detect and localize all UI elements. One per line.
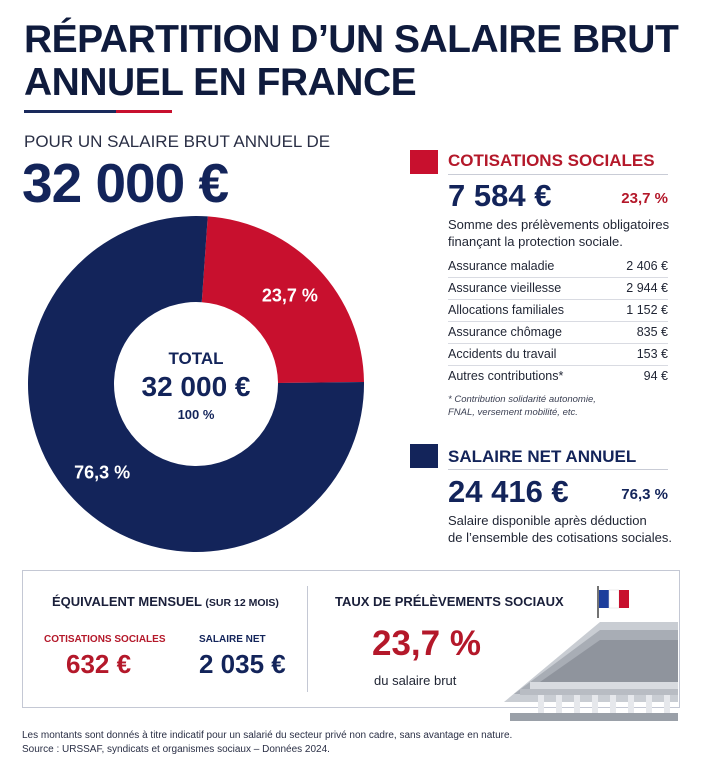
footer-note: Les montants sont donnés à titre indicatif pour un salarié du secteur privé non cadre, sans avantage en nature.	[22, 730, 513, 741]
cotisations-desc-2: finançant la protection sociale.	[448, 234, 623, 249]
table-row	[448, 255, 668, 278]
gross-amount: 32 000 €	[22, 152, 229, 214]
table-row	[448, 343, 668, 366]
row-value: 153 €	[636, 347, 668, 361]
table-row	[448, 321, 668, 344]
french-flag-icon	[598, 586, 629, 618]
row-value: 2 406 €	[626, 259, 668, 273]
row-value: 2 944 €	[626, 281, 668, 295]
row-label: Assurance vieillesse	[448, 281, 562, 295]
row-label: Autres contributions*	[448, 369, 564, 383]
monthly-net-value: 2 035 €	[199, 649, 286, 679]
slice-label-cotisations: 23,7 %	[261, 285, 318, 306]
net-swatch	[410, 444, 438, 468]
net-rule	[448, 469, 668, 470]
net-amount: 24 416 €	[448, 474, 569, 509]
donut-chart	[22, 216, 366, 556]
rate-heading: TAUX DE PRÉLÈVEMENTS SOCIAUX	[335, 594, 564, 609]
monthly-heading: ÉQUIVALENT MENSUEL	[52, 594, 202, 609]
row-label: Allocations familiales	[448, 303, 565, 317]
title-underline-accent	[116, 110, 172, 113]
cotisations-rule	[448, 174, 668, 175]
row-label: Accidents du travail	[448, 347, 557, 361]
cotisations-amount: 7 584 €	[448, 178, 552, 213]
row-label: Assurance maladie	[448, 259, 555, 273]
cotisations-note-1: * Contribution solidarité autonomie,	[448, 394, 596, 405]
table-row	[448, 277, 668, 300]
center-title: TOTAL	[168, 349, 224, 368]
monthly-heading-sub: (SUR 12 MOIS)	[205, 597, 279, 609]
monthly-cot-label: COTISATIONS SOCIALES	[44, 634, 166, 645]
slice-label-net: 76,3 %	[74, 462, 131, 483]
net-desc-1: Salaire disponible après déduction	[448, 513, 647, 528]
page-title: RÉPARTITION D’UN SALAIRE BRUT ANNUEL EN FRANCE	[24, 18, 679, 104]
cotisations-note-2: FNAL, versement mobilité, etc.	[448, 407, 578, 418]
rate-value: 23,7 %	[372, 624, 481, 663]
cotisations-desc-1: Somme des prélèvements obligatoires	[448, 217, 670, 232]
cotisations-heading: COTISATIONS SOCIALES	[448, 151, 655, 170]
row-value: 835 €	[636, 325, 668, 339]
footer-source: Source : URSSAF, syndicats et organismes sociaux – Données 2024.	[22, 744, 330, 755]
rate-sub: du salaire brut	[374, 673, 457, 688]
monthly-heading-wrap	[52, 594, 279, 609]
net-pct: 76,3 %	[621, 486, 668, 503]
cotisations-pct: 23,7 %	[621, 190, 668, 207]
cotisations-swatch	[410, 150, 438, 174]
table-row	[448, 365, 668, 387]
intro-text: POUR UN SALAIRE BRUT ANNUEL DE	[24, 132, 331, 151]
net-desc-2: de l’ensemble des cotisations sociales.	[448, 530, 673, 545]
table-row	[448, 299, 668, 322]
row-value: 94 €	[643, 369, 668, 383]
center-pct: 100 %	[177, 407, 215, 422]
box-divider	[307, 586, 308, 692]
parliament-building-illustration	[500, 584, 678, 721]
monthly-cot-value: 632 €	[66, 649, 132, 679]
net-heading: SALAIRE NET ANNUEL	[448, 447, 637, 466]
monthly-net-label: SALAIRE NET	[199, 634, 266, 645]
row-label: Assurance chômage	[448, 325, 562, 339]
center-value: 32 000 €	[141, 371, 251, 402]
row-value: 1 152 €	[626, 303, 668, 317]
